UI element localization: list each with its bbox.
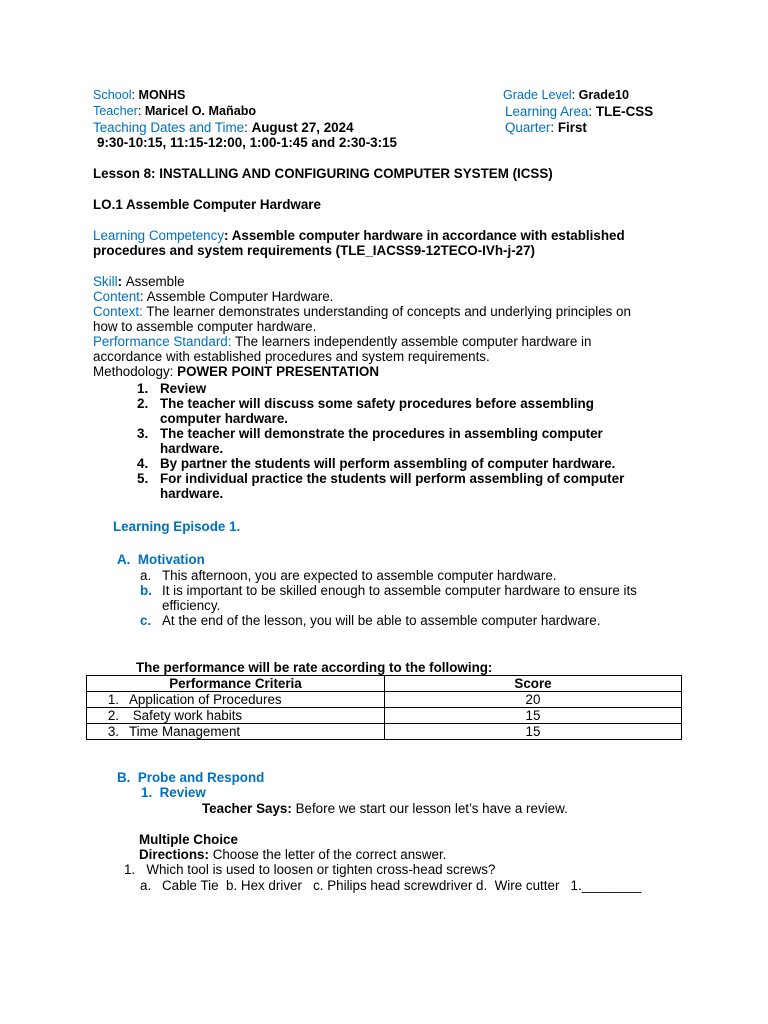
table-row: 1. Application of Procedures 20: [87, 692, 682, 708]
list-item: 5. For individual practice the students will perform assembling of computer hardware.: [137, 471, 625, 501]
list-item: 1. Review: [137, 381, 207, 396]
question-1-letter: a.: [140, 878, 152, 893]
school-value: MONHS: [138, 88, 186, 102]
skill-value: Assemble: [125, 274, 185, 289]
probe-letter: B.: [117, 770, 131, 785]
performance-standard-label: Performance Standard:: [93, 334, 232, 349]
competency-text-2: procedures and system requirements (TLE_IACSS9-12TECO-IVh-j-27): [93, 243, 536, 258]
skill-label: Skill: [93, 274, 118, 289]
probe-heading: [117, 770, 264, 785]
multiple-choice-title: Multiple Choice: [139, 832, 238, 847]
review-heading: [141, 785, 206, 800]
content-value: Assemble Computer Hardware.: [146, 289, 334, 304]
table-header-row: [87, 676, 682, 692]
list-item: 2. The teacher will discuss some safety procedures before assembling computer hardware.: [137, 396, 594, 426]
list-item: 3. The teacher will demonstrate the procedures in assembling computer hardware.: [137, 426, 603, 456]
teaching-dates-label: Teaching Dates and Time: [93, 120, 245, 135]
teaching-dates-value: August 27, 2024: [251, 120, 354, 135]
grade-level-value: Grade10: [578, 88, 630, 102]
methodology-label: Methodology:: [93, 364, 174, 379]
school-line: School: MONHS: [93, 88, 186, 102]
question-1-text: Which tool is used to loosen or tighten cross-head screws?: [146, 862, 496, 877]
learning-area-value: TLE-CSS: [595, 104, 654, 119]
probe-title: Probe and Respond: [137, 770, 265, 785]
teaching-dates-line: Teaching Dates and Time: August 27, 2024: [93, 120, 354, 135]
competency-label: Learning Competency: [93, 228, 225, 243]
learning-competency: Learning Competency: Assemble computer hardware in accordance with established procedures and system requirements (TLE_IACSS9-12TECO-IVh-j-27): [93, 228, 683, 258]
lesson-title: Lesson 8: INSTALLING AND CONFIGURING COMPUTER SYSTEM (ICSS): [93, 166, 553, 181]
learning-area-label: Learning Area: [505, 104, 589, 119]
column-header-score: Score: [385, 676, 682, 692]
table-row: 2. Safety work habits 15: [87, 708, 682, 724]
teacher-line: Teacher: Maricel O. Mañabo: [93, 104, 257, 118]
context-text-1: The learner demonstrates understanding of concepts and underlying principles on: [146, 304, 631, 319]
teaching-times: 9:30-10:15, 11:15-12:00, 1:00-1:45 and 2:30-3:15: [97, 135, 397, 150]
list-item: 4. By partner the students will perform assembling of computer hardware.: [137, 456, 616, 471]
competency-text-1: Assemble computer hardware in accordance with established: [231, 228, 625, 243]
teacher-value: Maricel O. Mañabo: [144, 104, 257, 118]
table-row: 3. Time Management 15: [87, 724, 682, 740]
methodology-value: POWER POINT PRESENTATION: [177, 364, 379, 379]
question-1: [124, 862, 495, 877]
column-header-criteria: Performance Criteria: [87, 676, 385, 692]
motivation-title: Motivation: [137, 552, 205, 567]
content-label: Content: [93, 289, 140, 304]
directions-text: Choose the letter of the correct answer.: [212, 847, 447, 862]
motivation-letter: A.: [117, 552, 131, 567]
context-text-2: how to assemble computer hardware.: [93, 319, 317, 334]
context-label: Context:: [93, 304, 143, 319]
review-title: Review: [159, 785, 206, 800]
list-item: b. It is important to be skilled enough to assemble computer hardware to ensure its efficiency.: [140, 583, 637, 613]
teacher-says-text: Before we start our lesson let’s have a review.: [295, 801, 568, 816]
performance-standard-text-1: The learners independently assemble computer hardware in: [234, 334, 592, 349]
quarter-line: Quarter: First: [505, 120, 587, 135]
directions: [139, 847, 446, 862]
grade-level-line: Grade Level: Grade10: [503, 88, 630, 102]
list-item: a. This afternoon, you are expected to assemble computer hardware.: [140, 568, 557, 583]
motivation-list: [140, 568, 680, 628]
learning-area-line: Learning Area: TLE-CSS: [505, 104, 654, 119]
motivation-heading: [117, 552, 205, 567]
school-label: School: [93, 88, 132, 102]
list-item: c. At the end of the lesson, you will be able to assemble computer hardware.: [140, 613, 601, 628]
question-1-choices-text: Cable Tie b. Hex driver c. Philips head screwdriver d. Wire cutter 1.________: [162, 878, 642, 893]
teacher-says: [202, 801, 568, 816]
quarter-label: Quarter: [505, 120, 551, 135]
grade-level-label: Grade Level: [503, 88, 572, 102]
lesson-details: Skill: Assemble Content: Assemble Computer Hardware. Context: The learner demonstrates understanding of concepts and underlying principles on how to assemble computer hardware. Performance Standard: The learners independently assemble computer hardware in accordance with established procedures and system requirements. Methodology: POWER POINT PRESENTATION: [93, 274, 683, 379]
teacher-label: Teacher: [93, 104, 138, 118]
quarter-value: First: [557, 120, 587, 135]
review-num: 1.: [141, 785, 153, 800]
learning-episode-heading: Learning Episode 1.: [113, 519, 241, 534]
methodology-steps: [137, 381, 677, 501]
question-1-num: 1.: [124, 862, 136, 877]
performance-standard-text-2: accordance with established procedures and system requirements.: [93, 349, 490, 364]
performance-table: [86, 675, 682, 740]
directions-label: Directions:: [139, 847, 209, 862]
lo-title: LO.1 Assemble Computer Hardware: [93, 197, 321, 212]
teacher-says-label: Teacher Says:: [202, 801, 292, 816]
performance-intro: The performance will be rate according to the following:: [136, 660, 493, 675]
question-1-choices: [140, 878, 641, 893]
